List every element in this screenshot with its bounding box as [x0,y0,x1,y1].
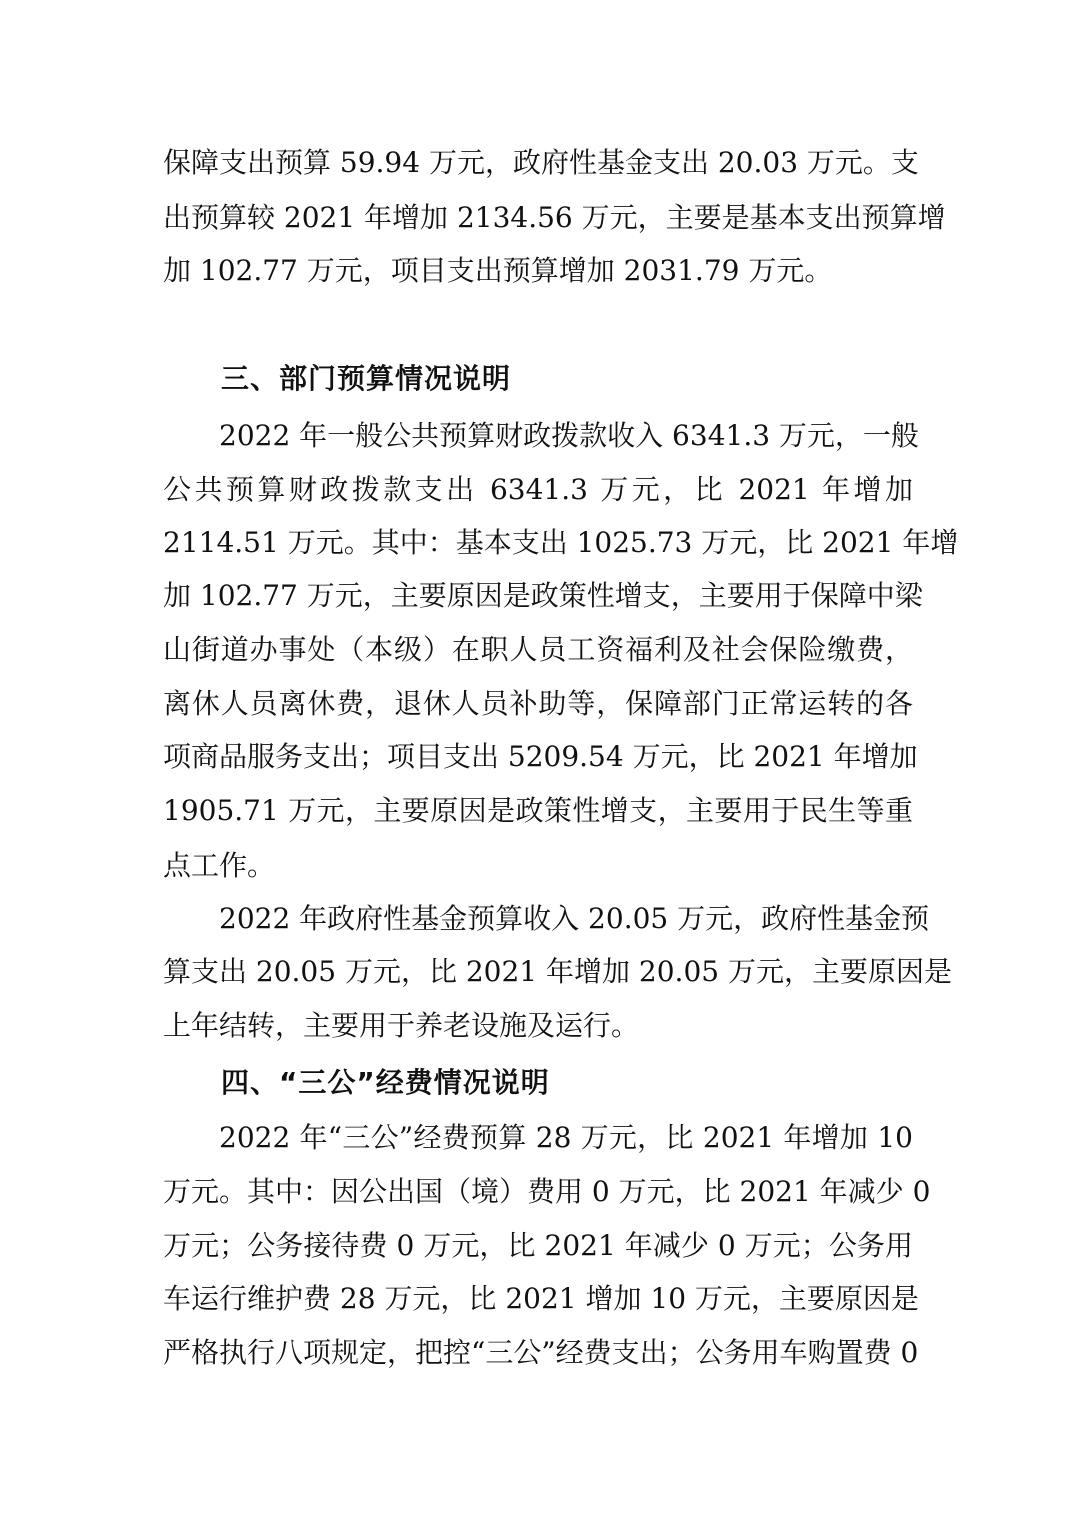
paragraph-line: 万元；公务接待费 0 万元，比 2021 年减少 0 万元；公务用 [163,1229,913,1262]
paragraph-line: 加 102.77 万元，主要原因是政策性增支，主要用于保障中梁 [163,579,923,612]
paragraph-line: 公共预算财政拨款支出 6341.3 万元，比 2021 年增加 [163,473,913,506]
paragraph-line: 山街道办事处（本级）在职人员工资福利及社会保险缴费， [163,633,913,666]
paragraph-line: 上年结转，主要用于养老设施及运行。 [163,1009,640,1042]
paragraph-line: 车运行维护费 28 万元，比 2021 增加 10 万元，主要原因是 [163,1282,919,1315]
paragraph-line: 严格执行八项规定，把控“三公”经费支出；公务用车购置费 0 [163,1336,919,1369]
section-heading-3: 三、部门预算情况说明 [221,362,512,395]
paragraph-line: 点工作。 [163,849,276,882]
section-heading-4: 四、“三公”经费情况说明 [221,1066,550,1099]
paragraph-line: 1905.71 万元，主要原因是政策性增支，主要用于民生等重 [163,794,913,827]
paragraph-line: 出预算较 2021 年增加 2134.56 万元，主要是基本支出预算增 [163,201,946,234]
paragraph-line: 保障支出预算 59.94 万元，政府性基金支出 20.03 万元。支 [163,146,919,179]
paragraph-line: 2022 年一般公共预算财政拨款收入 6341.3 万元，一般 [219,419,919,452]
paragraph-line: 2022 年政府性基金预算收入 20.05 万元，政府性基金预 [219,902,930,935]
paragraph-line: 离休人员离休费，退休人员补助等，保障部门正常运转的各 [163,687,913,720]
paragraph-line: 算支出 20.05 万元，比 2021 年增加 20.05 万元，主要原因是 [163,955,952,988]
paragraph-line: 万元。其中：因公出国（境）费用 0 万元，比 2021 年减少 0 [163,1175,931,1208]
paragraph-line: 2022 年“三公”经费预算 28 万元，比 2021 年增加 10 [219,1121,913,1154]
paragraph-line: 2114.51 万元。其中：基本支出 1025.73 万元，比 2021 年增 [163,526,959,559]
paragraph-line: 项商品服务支出；项目支出 5209.54 万元，比 2021 年增加 [163,740,918,773]
paragraph-line: 加 102.77 万元，项目支出预算增加 2031.79 万元。 [163,254,833,287]
